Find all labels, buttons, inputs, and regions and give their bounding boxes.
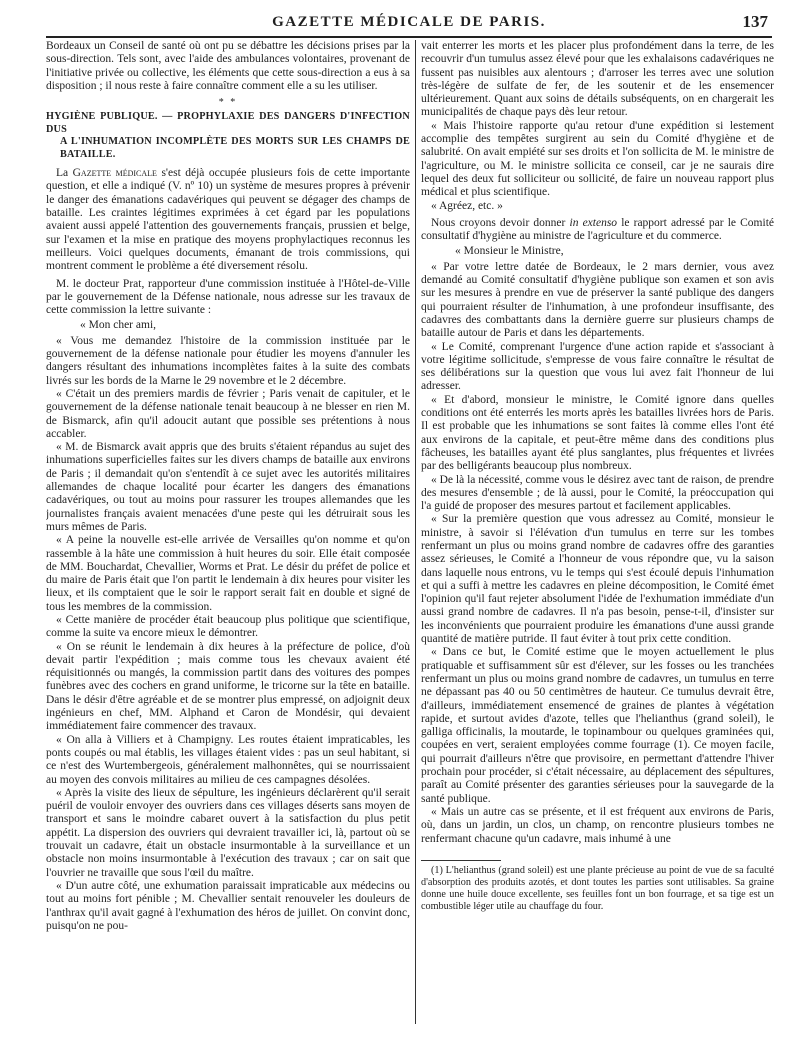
paragraph: « Sur la première question que vous adressez au Comité, monsieur le ministre, à savoir si l'élévation d'un tumulus en terre sur les tombes renfermant un plus ou moins grand nombre de cadavres offre des garanties assez sérieuses, le Comité a l'honneur de vous répondre que, vu la saison dans laquelle nous entrons, vu le temps qui s'est écoulé depuis l'inhumation et qui a suffi à mettre les cadavres en pleine décomposition, le Comité émet l'opinion qu'il faut rejeter absolument l'idée de l'exhumation immédiate d'un aussi grand nombre de cadavres. Il n'a pas besoin, pense-t-il, d'insister sur les inconvénients que pourraient produire les émanations d'une aussi grande quantité de matière putride. Il faut éviter à tout prix cette condition. <box>421 513 774 646</box>
section-heading-line-2: A L'INHUMATION INCOMPLÈTE DES MORTS SUR LES CHAMPS DE BATAILLE. <box>60 136 410 160</box>
column-divider <box>415 40 416 1024</box>
footnote: (1) L'helianthus (grand soleil) est une plante précieuse au point de vue de sa faculté d'absorption des produits azotés, et dont toutes les parties sont utilisables. Sa graine donne une huile douce excellente, ses feuilles font un bon fourrage, et sa tige est un combustible léger utile au chauffage du four. <box>421 864 774 912</box>
paragraph: « On se réunit le lendemain à dix heures à la préfecture de police, d'où devait partir l'expédition ; mais comme tous les chevaux avaient été réquisitionnés ou mangés, la commission partit dans des voitures des pompes funèbres avec des cochers en grand uniforme, le tricorne sur la tête en bataille. Dans le désir d'être agréable et de se montrer plus empressé, on adjoignit deux ingénieurs en chef, MM. Alphand et Caron de Mondésir, qui devaient immédiatement faire commencer des travaux. <box>46 640 410 733</box>
left-column <box>46 40 410 1024</box>
paragraph-start: Nous croyons devoir donner <box>431 216 566 229</box>
section-heading-line-1: HYGIÈNE PUBLIQUE. — PROPHYLAXIE DES DANGERS D'INFECTION DUS <box>46 111 410 135</box>
paragraph: « M. de Bismarck avait appris que des bruits s'étaient répandus au sujet des inhumations superficielles faites sur les divers champs de bataille aux environs de Paris ; il demandait qu'on s'entendît à ce sujet avec les autorités militaires allemandes de chaque localité pour écarter les dangers des émanations cadavériques, ou tout au moins pour rassurer les troupes allemandes que les journalistes français avaient menacées d'une peste qui les détruirait sous les murs mêmes de Paris. <box>46 441 410 533</box>
paragraph: « D'un autre côté, une exhumation paraissait impraticable aux médecins ou tout au moins fort pénible ; M. Chevallier sentait renouveler les douleurs de l'anthrax qu'il avait gagné à l'exhumation des héros de juillet. On convint donc, puisqu'on ne pou- <box>46 879 410 932</box>
paragraph: « Dans ce but, le Comité estime que le moyen actuellement le plus pratiquable et suffisamment sûr est d'élever, sur les fosses ou les tranchées renfermant un plus ou moins grand nombre de cadavres, un tumulus en terre ne dépassant pas 40 ou 50 centimètres de hauteur. Ce tumulus devrait être, d'ailleurs, immédiatement ensemencé de graines de plantes à végétation rapide, et surtout avides d'azote, telles que l'helianthus (grand soleil), le galliga officinalis, la moutarde, le topinambour ou quelques graminées qui, coupées en vert, seraient employées comme fourrage (1). Ce moyen facile, qui pourrait d'ailleurs n'être que provisoire, en permettant d'attendre l'hiver prochain pour procéder, si c'était nécessaire, au déplacement des sépultures, paraît au Comité présenter des garanties sérieuses pour la sauvegarde de la santé publique. <box>421 646 774 805</box>
paragraph: « Après la visite des lieux de sépulture, les ingénieurs déclarèrent qu'il serait puéril de vouloir envoyer des ouvriers dans ces villages déserts sans moyen de transport et sans le moindre cabaret ouvert à la satisfaction du plus petit appétit. La dispersion des ouvriers qui devraient travailler ici, là, partout où se trouvait un cadavre, était un obstacle insurmontable à la surveillance et un obstacle non moins insurmontable à l'exécution des travaux ; car on sait que l'ouvrier ne travaille que sous l'œil du maître. <box>46 786 410 879</box>
paragraph: « Le Comité, comprenant l'urgence d'une action rapide et s'associant à votre légitime sollicitude, s'empresse de vous faire connaître le résultat de ses délibérations sur la question que vous lui avez fait l'honneur de lui adresser. <box>421 340 774 393</box>
paragraph: « Agréez, etc. » <box>431 199 503 212</box>
paragraph-rest: s'est déjà occupée plusieurs fois de cette importante question, et elle a indiqué (V. nº 10) un système de mesures propres à prévenir le danger des émanations cadavériques qui peuvent se dégager des champs de bataille. Les craintes légitimes exprimées à cet égard par les populations avaient aussi appelé l'attention des gouvernements français, prussien et belge, sur l'examen et la mise en pratique des moyens prophylactiques reconnus les meilleurs. Voici quelques documents, émanant de trois commissions, qui montrent comment le problème a été diversement résolu. <box>46 167 410 273</box>
paragraph: vait enterrer les morts et les placer plus profondément dans la terre, de les recouvrir d'un tumulus assez élevé pour que les exhalaisons cadavériques ne fussent pas nuisibles aux alentours ; d'arroser les terres avec une solution très-légère de sulfate de fer, de les soutenir et de les ensemencer ultérieurement. Quant aux soins de détails subséquents, on en chargerait les municipalités de chaque pays dès leur retour. <box>421 40 774 119</box>
paragraph-rest: le rapport adressé par le Comité consultatif d'hygiène au ministre de l'agriculture et du commerce. <box>421 216 774 243</box>
paragraph: « Et d'abord, monsieur le ministre, le Comité ignore dans quelles conditions ont été enterrés les morts après les batailles livrées hors de Paris. Il est probable que les inhumations se sont faites là comme elles l'ont été aux environs de la capitale, et peut-être même dans des conditions plus fâcheuses, les batailles ayant été plus sanglantes, plus fréquentes et livrées par des belligérants beaucoup plus nombreux. <box>421 393 774 473</box>
paragraph <box>46 167 410 273</box>
letter-salutation: « Monsieur le Ministre, <box>455 245 564 258</box>
section-heading <box>46 111 410 161</box>
paragraph-start: La <box>56 167 69 180</box>
paragraph: « Mais un autre cas se présente, et il est fréquent aux environs de Paris, où, dans un jardin, un clos, un champ, on rencontre plusieurs tombes ne renfermant chacune qu'un cadavre, mais inhumé à une <box>421 805 774 845</box>
page-header <box>46 8 772 38</box>
section-separator: * * <box>218 97 238 109</box>
intro-paragraph: Bordeaux un Conseil de santé où ont pu se débattre les décisions prises par la sous-direction. Tels sont, avec l'aide des ambulances volontaires, provenant de l'initiative privée ou collective, les éléments que cette sous-direction a eus à sa disposition ; il nous reste à faire connaître comment elle a su les utiliser. <box>46 40 410 92</box>
paragraph: « A peine la nouvelle est-elle arrivée de Versailles qu'on nomme et qu'on rassemble à la hâte une commission à huit heures du soir. Elle était composée de MM. Bouchardat, Chevallier, Worms et Prat. Le désir du préfet de police et du maire de Paris était que l'on partit le lendemain à dix heures pour visiter les lieux, et ils comptaient que le soir le rapport serait fait en double et signé de tous les membres de la commission. <box>46 534 410 613</box>
paragraph: « Mais l'histoire rapporte qu'au retour d'une expédition si lestement accomplie des tempêtes surgirent au sein du Comité d'hygiène et de salubrité. On avait empiété sur ses droits et l'on sollicita de M. le ministre de l'agriculture, ou M. le ministre sollicita ce conseil, car je ne saurais dire lequel des deux fut solliciteur ou sollicité, de faire un nouveau rapport plus médical et plus scientifique. <box>421 119 774 199</box>
footnote-rule <box>421 860 501 861</box>
page-number: 137 <box>742 12 768 31</box>
italic-phrase: in extenso <box>569 216 618 229</box>
paragraph: « De là la nécessité, comme vous le désirez avec tant de raison, de prendre des mesures d'ensemble ; de là aussi, pour le Comité, la préoccupation qui l'a guidé de proposer des mesures partout et facilement applicables. <box>421 473 774 513</box>
running-title: GAZETTE MÉDICALE DE PARIS. <box>272 14 546 30</box>
letter-salutation: « Mon cher ami, <box>80 319 157 332</box>
journal-name: Gazette médicale <box>72 167 157 180</box>
paragraph <box>421 217 774 244</box>
paragraph: « C'était un des premiers mardis de février ; Paris venait de capituler, et le gouvernement de la défense nationale tenait beaucoup à ne blesser en rien M. de Bismarck, afin qu'il adoucit autant que possible ses prétentions à nous accabler. <box>46 387 410 440</box>
right-column <box>421 40 774 1024</box>
paragraph: « On alla à Villiers et à Champigny. Les routes étaient impraticables, les ponts coupés ou mal établis, les villages étaient vides : pas un seul habitant, si ce n'est des Wurtembergeois, généralement malhonnêtes, qui se nourrissaient au moyen des convois militaires au milieu de ces campagnes désolées. <box>46 733 410 786</box>
paragraph: « Par votre lettre datée de Bordeaux, le 2 mars dernier, vous avez demandé au Comité consultatif d'hygiène publique son examen et son avis sur les mesures à prendre en vue de préserver la santé publique des dangers qui pourraient résulter de l'inhumation, à une profondeur insuffisante, des cadavres des combattants dans la dernière guerre sur plusieurs champs de bataille autour de Paris et dans les départements. <box>421 260 774 340</box>
paragraph: « Vous me demandez l'histoire de la commission instituée par le gouvernement de la défense nationale pour étudier les moyens d'annuler les dangers résultant des inhumations incomplètes faites à la suite des combats livrés sur les bords de la Marne le 29 novembre et le 2 décembre. <box>46 334 410 387</box>
paragraph: M. le docteur Prat, rapporteur d'une commission instituée à l'Hôtel-de-Ville par le gouvernement de la Défense nationale, nous adresse sur les travaux de cette commission la lettre suivante : <box>46 277 410 317</box>
paragraph: « Cette manière de procéder était beaucoup plus politique que scientifique, comme la suite va encore mieux le démontrer. <box>46 613 410 640</box>
